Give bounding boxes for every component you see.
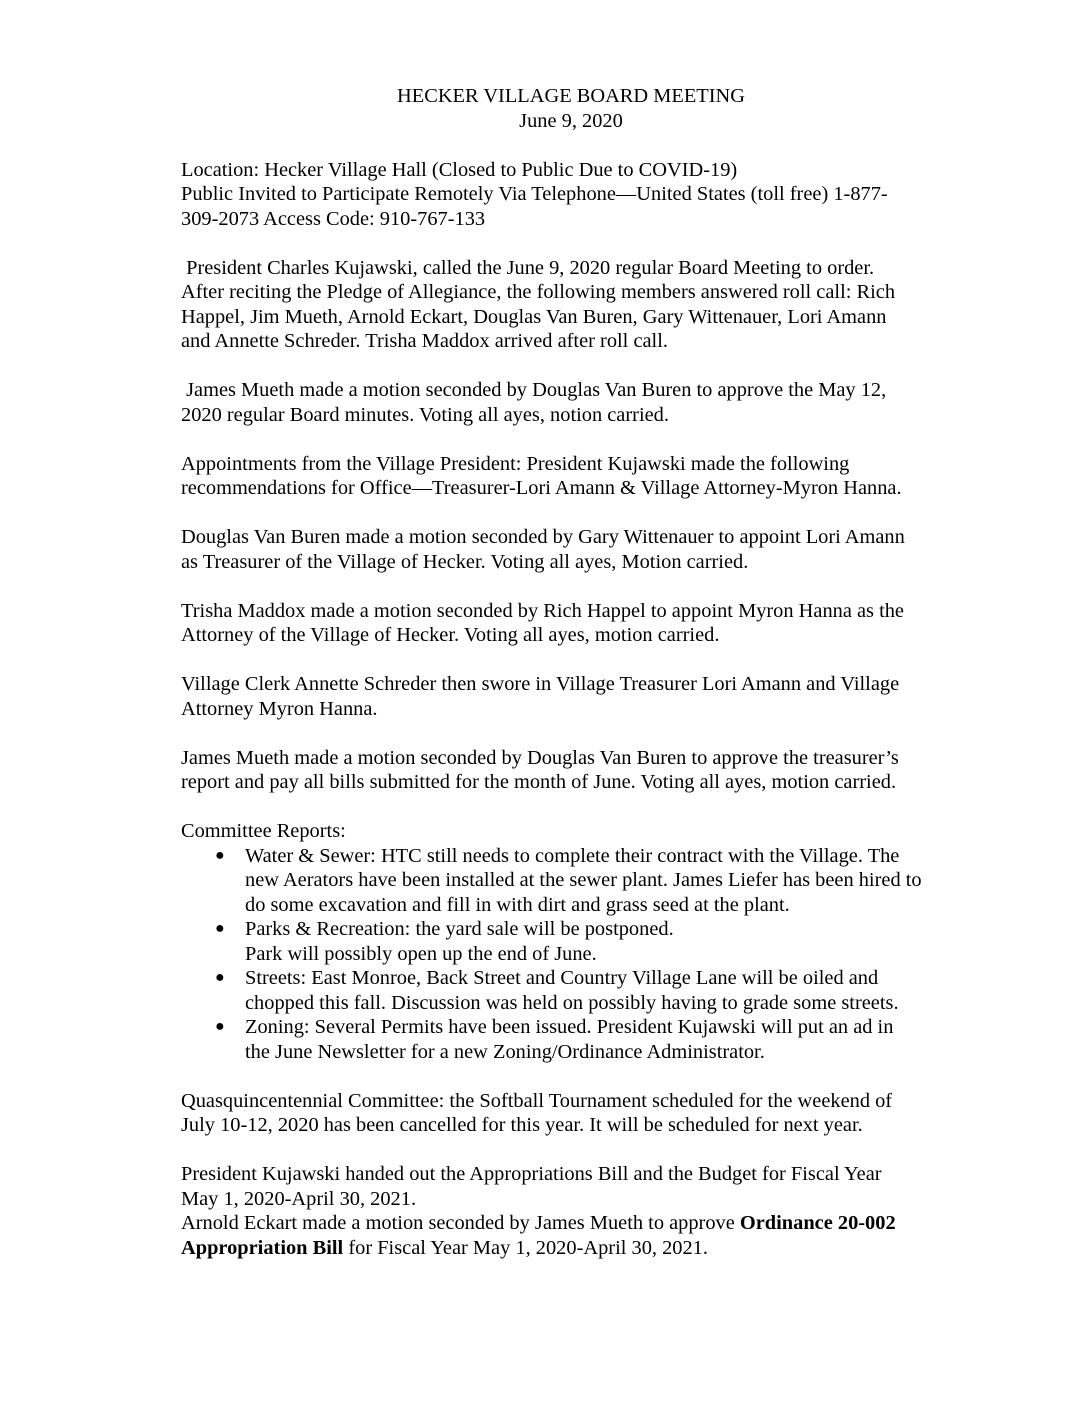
location-paragraph [181,158,971,232]
call-to-order-paragraph [181,256,971,354]
location-line: Location: Hecker Village Hall (Closed to Public Due to COVID-19) [181,158,738,181]
paragraph-line: James Mueth made a motion seconded by Douglas Van Buren to approve the May 12, [181,379,887,401]
document-page [181,84,971,1285]
bullet-icon: ● [215,846,225,864]
motion-text: Arnold Eckart made a motion seconded by James Mueth to approve [181,1212,740,1234]
quasquicentennial-paragraph [181,1089,971,1138]
bullet-icon: ● [215,969,225,986]
location-line: Public Invited to Participate Remotely Via Telephone—United States (toll free) 1-877- [181,183,888,205]
list-item [181,844,971,918]
bills-motion-paragraph [181,746,971,795]
location-line: 309-2073 Access Code: 910-767-133 [181,207,486,230]
paragraph-line: Attorney Myron Hanna. [181,697,378,720]
paragraph-line: report and pay all bills submitted for the month of June. Voting all ayes, motion carried. [181,771,897,793]
motion-text: for Fiscal Year May 1, 2020-April 30, 2021. [343,1236,708,1259]
appropriations-paragraph [181,1162,971,1260]
list-item-line: the June Newsletter for a new Zoning/Ordinance Administrator. [245,1040,765,1063]
paragraph-line: Trisha Maddox made a motion seconded by Rich Happel to appoint Myron Hanna as the [181,599,904,622]
paragraph-line [181,1236,971,1261]
paragraph-line: President Kujawski handed out the Appropriations Bill and the Budget for Fiscal Year [181,1163,882,1185]
paragraph-line: Appointments from the Village President: President Kujawski made the following [181,452,850,475]
treasurer-motion-paragraph [181,525,971,574]
list-item-line: new Aerators have been installed at the sewer plant. James Liefer has been hired to [245,869,922,891]
bullet-icon: ● [215,920,225,937]
list-item-line: Parks & Recreation: the yard sale will be postponed. [245,918,674,940]
paragraph-line: James Mueth made a motion seconded by Douglas Van Buren to approve the treasurer’s [181,746,899,769]
paragraph-line [181,1211,971,1236]
paragraph-line: Village Clerk Annette Schreder then swore in Village Treasurer Lori Amann and Village [181,673,900,695]
list-item [181,966,971,1015]
appointments-paragraph [181,452,971,501]
attorney-motion-paragraph [181,599,971,648]
document-header [181,84,961,133]
paragraph-line: Douglas Van Buren made a motion seconded by Gary Wittenauer to appoint Lori Amann [181,526,905,548]
list-item-line: Zoning: Several Permits have been issued. President Kujawski will put an ad in [245,1016,894,1038]
paragraph-line: as Treasurer of the Village of Hecker. Voting all ayes, Motion carried. [181,550,749,573]
list-item-line: Park will possibly open up the end of June. [245,942,597,965]
paragraph-line: and Annette Schreder. Trisha Maddox arrived after roll call. [181,330,668,352]
minutes-motion-paragraph [181,378,971,427]
paragraph-line: Quasquincentennial Committee: the Softball Tournament scheduled for the weekend of [181,1089,893,1112]
paragraph-line: President Charles Kujawski, called the June 9, 2020 regular Board Meeting to order. [181,256,875,279]
list-item-line: chopped this fall. Discussion was held on possibly having to grade some streets. [245,991,899,1014]
committee-report-list [181,844,971,1065]
committee-reports-section [181,819,971,1064]
swearing-in-paragraph [181,672,971,721]
list-item-line: do some excavation and fill in with dirt and grass seed at the plant. [245,893,790,916]
paragraph-line: July 10-12, 2020 has been cancelled for this year. It will be scheduled for next year. [181,1114,863,1136]
bullet-icon: ● [215,1018,225,1035]
paragraph-line: Happel, Jim Mueth, Arnold Eckart, Douglas Van Buren, Gary Wittenauer, Lori Amann [181,305,887,328]
list-item-line: Water & Sewer: HTC still needs to complete their contract with the Village. The [245,844,900,867]
paragraph-line: Attorney of the Village of Hecker. Voting all ayes, motion carried. [181,624,720,646]
paragraph-line: 2020 regular Board minutes. Voting all ayes, notion carried. [181,403,669,426]
paragraph-line: recommendations for Office—Treasurer-Lori Amann & Village Attorney-Myron Hanna. [181,477,902,499]
list-item-line: Streets: East Monroe, Back Street and Country Village Lane will be oiled and [245,967,879,989]
meeting-date: June 9, 2020 [519,109,623,132]
meeting-title: HECKER VILLAGE BOARD MEETING [397,85,745,107]
paragraph-line: After reciting the Pledge of Allegiance, the following members answered roll call: Rich [181,281,896,303]
committee-heading: Committee Reports: [181,820,346,842]
ordinance-number: Ordinance 20-002 [739,1212,896,1234]
list-item [181,1015,971,1064]
list-item [181,917,971,966]
paragraph-line: May 1, 2020-April 30, 2021. [181,1187,417,1210]
ordinance-name: Appropriation Bill [181,1236,344,1259]
